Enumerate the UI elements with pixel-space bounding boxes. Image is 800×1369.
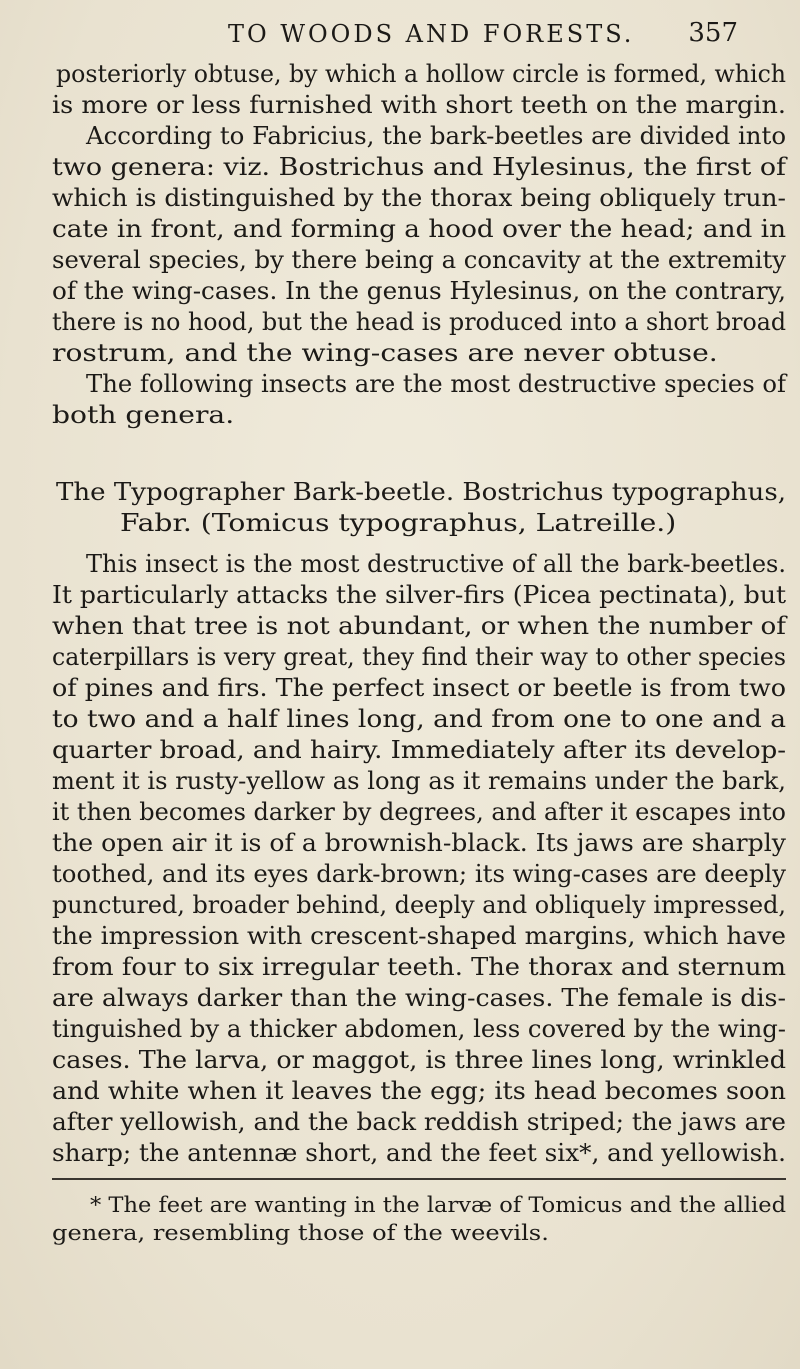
line-text: of the wing-cases. In the genus Hylesinus, on the contrary, <box>52 276 787 305</box>
page-number: 357 <box>688 18 738 48</box>
running-head <box>0 16 800 56</box>
line-text: to two and a half lines long, and from one to one and a <box>52 704 787 733</box>
line-text: toothed, and its eyes dark-brown; its wing-cases are deeply <box>52 859 786 888</box>
line-text: two genera: viz. Bostrichus and Hylesinus, the first of <box>52 152 787 181</box>
line-text: the open air it is of a brownish-black. Its jaws are sharply <box>52 828 786 857</box>
footnote-line <box>0 1190 800 1220</box>
line-text: are always darker than the wing-cases. The female is dis- <box>52 983 786 1012</box>
line-text: several species, by there being a concavity at the extremity <box>52 245 786 274</box>
line-text: when that tree is not abundant, or when the number of <box>52 611 787 640</box>
line-text: of pines and firs. The perfect insect or beetle is from two <box>52 673 787 702</box>
line-text: and white when it leaves the egg; its head becomes soon <box>52 1076 786 1105</box>
line-text: is more or less furnished with short teeth on the margin. <box>52 90 787 119</box>
line-text: from four to six irregular teeth. The thorax and sternum <box>52 952 786 981</box>
footnote-text: genera, resembling those of the weevils. <box>52 1221 549 1245</box>
text-line <box>0 397 800 433</box>
line-text: which is distinguished by the thorax being obliquely trun- <box>52 183 786 212</box>
line-text: rostrum, and the wing-cases are never obtuse. <box>52 338 718 367</box>
line-text: It particularly attacks the silver-firs (Picea pectinata), but <box>52 580 787 609</box>
line-text: punctured, broader behind, deeply and obliquely impressed, <box>52 890 787 919</box>
text-line <box>0 505 800 541</box>
line-text: Fabr. (Tomicus typographus, Latreille.) <box>120 508 677 537</box>
footnote-line <box>0 1218 800 1248</box>
line-text: the impression with crescent-shaped margins, which have <box>52 921 787 950</box>
line-text: ment it is rusty-yellow as long as it remains under the bark, <box>52 766 786 795</box>
line-text: According to Fabricius, the bark-beetles are divided into <box>86 121 787 150</box>
line-text: cases. The larva, or maggot, is three lines long, wrinkled <box>52 1045 786 1074</box>
line-text: tinguished by a thicker abdomen, less covered by the wing- <box>52 1014 787 1043</box>
line-text: quarter broad, and hairy. Immediately after its develop- <box>52 735 787 764</box>
line-text: both genera. <box>52 400 235 429</box>
line-text: after yellowish, and the back reddish striped; the jaws are <box>52 1107 786 1136</box>
line-text: This insect is the most destructive of all the bark-beetles. <box>86 549 787 578</box>
line-text: sharp; the antennæ short, and the feet six*, and yellowish. <box>52 1138 786 1167</box>
heading-text: The Typographer Bark-beetle. Bostrichus typographus, <box>56 477 787 506</box>
line-text: cate in front, and forming a hood over the head; and in <box>52 214 787 243</box>
line-text: The following insects are the most destructive species of <box>86 369 786 398</box>
running-title: TO WOODS AND FORESTS. <box>228 20 635 48</box>
text-line <box>0 1135 800 1171</box>
line-text: caterpillars is very great, they find their way to other species <box>52 642 787 671</box>
line-text: there is no hood, but the head is produced into a short broad <box>52 307 787 336</box>
line-text: it then becomes darker by degrees, and after it escapes into <box>52 797 786 826</box>
footnote-text: * The feet are wanting in the larvæ of Tomicus and the allied <box>90 1193 786 1217</box>
footnote-rule <box>52 1178 786 1180</box>
line-text: posteriorly obtuse, by which a hollow circle is formed, which <box>56 59 787 88</box>
